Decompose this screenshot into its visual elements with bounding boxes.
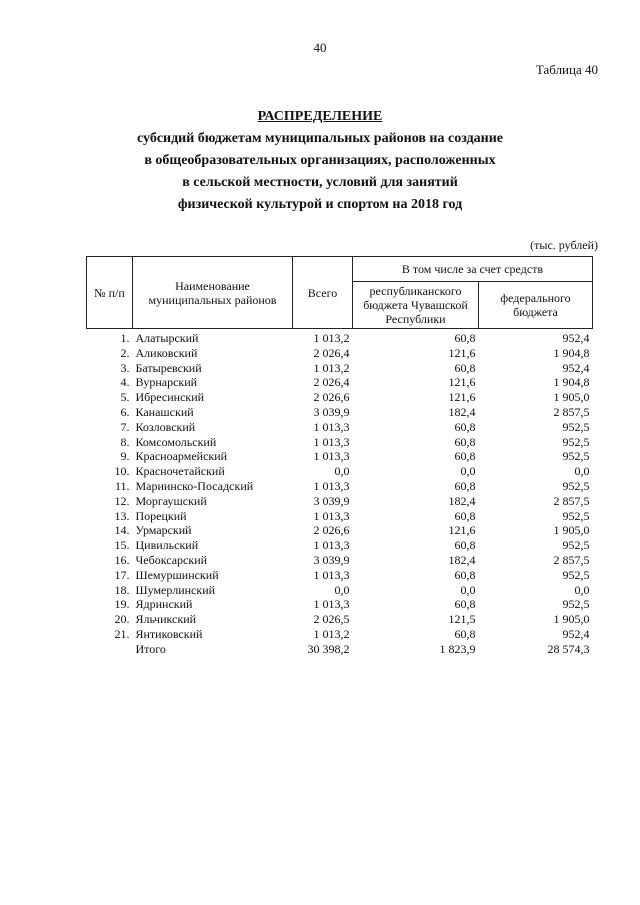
title-main: РАСПРЕДЕЛЕНИЕ: [257, 109, 383, 124]
table-row: [87, 420, 593, 435]
row-number: 12.: [114, 493, 130, 508]
federal-amount: 1 905,0: [553, 612, 590, 627]
table-row: [87, 479, 593, 494]
district-name: Итого: [135, 641, 166, 656]
federal-amount: 952,5: [562, 478, 590, 493]
total-amount: 1 013,3: [313, 449, 350, 464]
total-amount: 1 013,2: [313, 331, 350, 345]
federal-amount: 2 857,5: [553, 552, 590, 567]
federal-amount: 0,0: [574, 464, 590, 479]
table-row: [87, 583, 593, 598]
republican-amount: 1 823,9: [439, 641, 476, 656]
federal-amount: 1 905,0: [553, 523, 590, 538]
table-row: [87, 405, 593, 420]
total-amount: 2 026,6: [313, 390, 350, 405]
header-total: Всего: [293, 257, 353, 329]
republican-amount: 182,4: [448, 404, 476, 419]
title-line: в сельской местности, условий для занятий: [182, 175, 458, 190]
table-row: [87, 435, 593, 450]
row-number: 21.: [114, 626, 130, 641]
district-name: Шемуршинский: [135, 567, 219, 582]
table-row: [87, 568, 593, 583]
republican-amount: 60,8: [454, 360, 476, 375]
republican-amount: 0,0: [460, 464, 476, 479]
title-line: субсидий бюджетам муниципальных районов на создание: [136, 131, 504, 146]
total-amount: 2 026,5: [313, 612, 350, 627]
republican-amount: 0,0: [460, 582, 476, 597]
total-amount: 3 039,9: [313, 493, 350, 508]
table-label: Таблица 40: [535, 62, 598, 77]
header-federal: федерального бюджета: [479, 282, 593, 329]
table-row: [87, 509, 593, 524]
federal-amount: 1 904,8: [553, 375, 590, 390]
district-name: Ибресинский: [135, 390, 205, 405]
total-amount: 1 013,3: [313, 434, 350, 449]
district-name: Чебоксарский: [135, 552, 208, 567]
district-name: Урмарский: [135, 523, 192, 538]
row-number: 11.: [114, 478, 130, 493]
page-number: 40: [313, 40, 327, 55]
republican-amount: 60,8: [454, 419, 476, 434]
total-amount: 3 039,9: [313, 404, 350, 419]
district-name: Комсомольский: [135, 434, 217, 449]
table-row: [87, 553, 593, 568]
total-amount: 1 013,3: [313, 597, 350, 612]
total-amount: 1 013,3: [313, 419, 350, 434]
republican-amount: 121,6: [448, 345, 476, 360]
table-row: [87, 523, 593, 538]
table-row: [87, 375, 593, 390]
row-number: 10.: [114, 464, 130, 479]
federal-amount: 952,4: [562, 360, 590, 375]
total-amount: 1 013,2: [313, 626, 350, 641]
total-amount: 0,0: [334, 582, 350, 597]
republican-amount: 60,8: [454, 626, 476, 641]
table-row: [87, 361, 593, 376]
total-amount: 1 013,3: [313, 538, 350, 553]
total-amount: 2 026,4: [313, 375, 350, 390]
district-name: Канашский: [135, 404, 194, 419]
federal-amount: 28 574,3: [547, 641, 590, 656]
district-name: Янтиковский: [135, 626, 203, 641]
republican-amount: 121,6: [448, 390, 476, 405]
table-row: [87, 346, 593, 361]
header-name: Наименование муниципальных районов: [133, 257, 293, 329]
district-name: Красночетайский: [135, 464, 225, 479]
republican-amount: 60,8: [454, 434, 476, 449]
republican-amount: 121,6: [448, 375, 476, 390]
header-num: № п/п: [87, 257, 133, 329]
total-amount: 1 013,3: [313, 478, 350, 493]
republican-amount: 60,8: [454, 478, 476, 493]
row-number: 5.: [120, 390, 130, 405]
row-number: 1.: [120, 331, 130, 345]
republican-amount: 60,8: [454, 331, 476, 345]
table-row: [87, 449, 593, 464]
total-amount: 2 026,6: [313, 523, 350, 538]
subsidy-table: [86, 256, 593, 657]
total-amount: 3 039,9: [313, 552, 350, 567]
table-body: [87, 329, 593, 657]
title-line: физической культурой и спортом на 2018 год: [177, 197, 463, 212]
district-name: Шумерлинский: [135, 582, 216, 597]
row-number: 19.: [114, 597, 130, 612]
total-row: [87, 642, 593, 657]
table-row: [87, 597, 593, 612]
federal-amount: 952,5: [562, 419, 590, 434]
federal-amount: 2 857,5: [553, 404, 590, 419]
republican-amount: 60,8: [454, 567, 476, 582]
row-number: 18.: [114, 582, 130, 597]
row-number: 15.: [114, 538, 130, 553]
table-row: [87, 612, 593, 627]
header-republican: республиканского бюджета Чувашской Республики: [353, 282, 479, 329]
republican-amount: 182,4: [448, 493, 476, 508]
table-row: [87, 464, 593, 479]
total-amount: 1 013,2: [313, 360, 350, 375]
federal-amount: 2 857,5: [553, 493, 590, 508]
row-number: 13.: [114, 508, 130, 523]
republican-amount: 121,6: [448, 523, 476, 538]
federal-amount: 0,0: [574, 582, 590, 597]
table-row: [87, 538, 593, 553]
district-name: Аликовский: [135, 345, 198, 360]
republican-amount: 60,8: [454, 508, 476, 523]
republican-amount: 60,8: [454, 538, 476, 553]
row-number: 2.: [120, 345, 130, 360]
document-title: [0, 106, 640, 216]
federal-amount: 952,5: [562, 538, 590, 553]
district-name: Алатырский: [135, 331, 199, 345]
row-number: 20.: [114, 612, 130, 627]
federal-amount: 1 905,0: [553, 390, 590, 405]
row-number: 4.: [120, 375, 130, 390]
republican-amount: 60,8: [454, 597, 476, 612]
row-number: 3.: [120, 360, 130, 375]
row-number: [87, 642, 133, 657]
district-name: Красноармейский: [135, 449, 228, 464]
federal-amount: 952,5: [562, 597, 590, 612]
units-note: (тыс. рублей): [530, 238, 598, 252]
republican-amount: 60,8: [454, 449, 476, 464]
title-line: в общеобразовательных организациях, расположенных: [144, 153, 496, 168]
federal-amount: 952,5: [562, 449, 590, 464]
district-name: Вурнарский: [135, 375, 198, 390]
table-row: [87, 390, 593, 405]
federal-amount: 952,4: [562, 626, 590, 641]
row-number: 9.: [120, 449, 130, 464]
district-name: Яльчикский: [135, 612, 197, 627]
row-number: 14.: [114, 523, 130, 538]
district-name: Батыревский: [135, 360, 202, 375]
table-row: [87, 329, 593, 346]
republican-amount: 121,5: [448, 612, 476, 627]
republican-amount: 182,4: [448, 552, 476, 567]
total-amount: 1 013,3: [313, 508, 350, 523]
row-number: 7.: [120, 419, 130, 434]
total-amount: 0,0: [334, 464, 350, 479]
row-number: 6.: [120, 404, 130, 419]
header-group: В том числе за счет средств: [353, 257, 593, 282]
row-number: 16.: [114, 552, 130, 567]
federal-amount: 952,4: [562, 331, 590, 345]
total-amount: 2 026,4: [313, 345, 350, 360]
federal-amount: 952,5: [562, 508, 590, 523]
row-number: 17.: [114, 567, 130, 582]
federal-amount: 952,5: [562, 434, 590, 449]
federal-amount: 1 904,8: [553, 345, 590, 360]
district-name: Цивильский: [135, 538, 199, 553]
district-name: Козловский: [135, 419, 196, 434]
total-amount: 1 013,3: [313, 567, 350, 582]
row-number: 8.: [120, 434, 130, 449]
table-row: [87, 627, 593, 642]
total-amount: 30 398,2: [307, 641, 350, 656]
table-row: [87, 494, 593, 509]
district-name: Мариинско-Посадский: [135, 478, 254, 493]
federal-amount: 952,5: [562, 567, 590, 582]
district-name: Порецкий: [135, 508, 187, 523]
district-name: Моргаушский: [135, 493, 207, 508]
district-name: Ядринский: [135, 597, 193, 612]
